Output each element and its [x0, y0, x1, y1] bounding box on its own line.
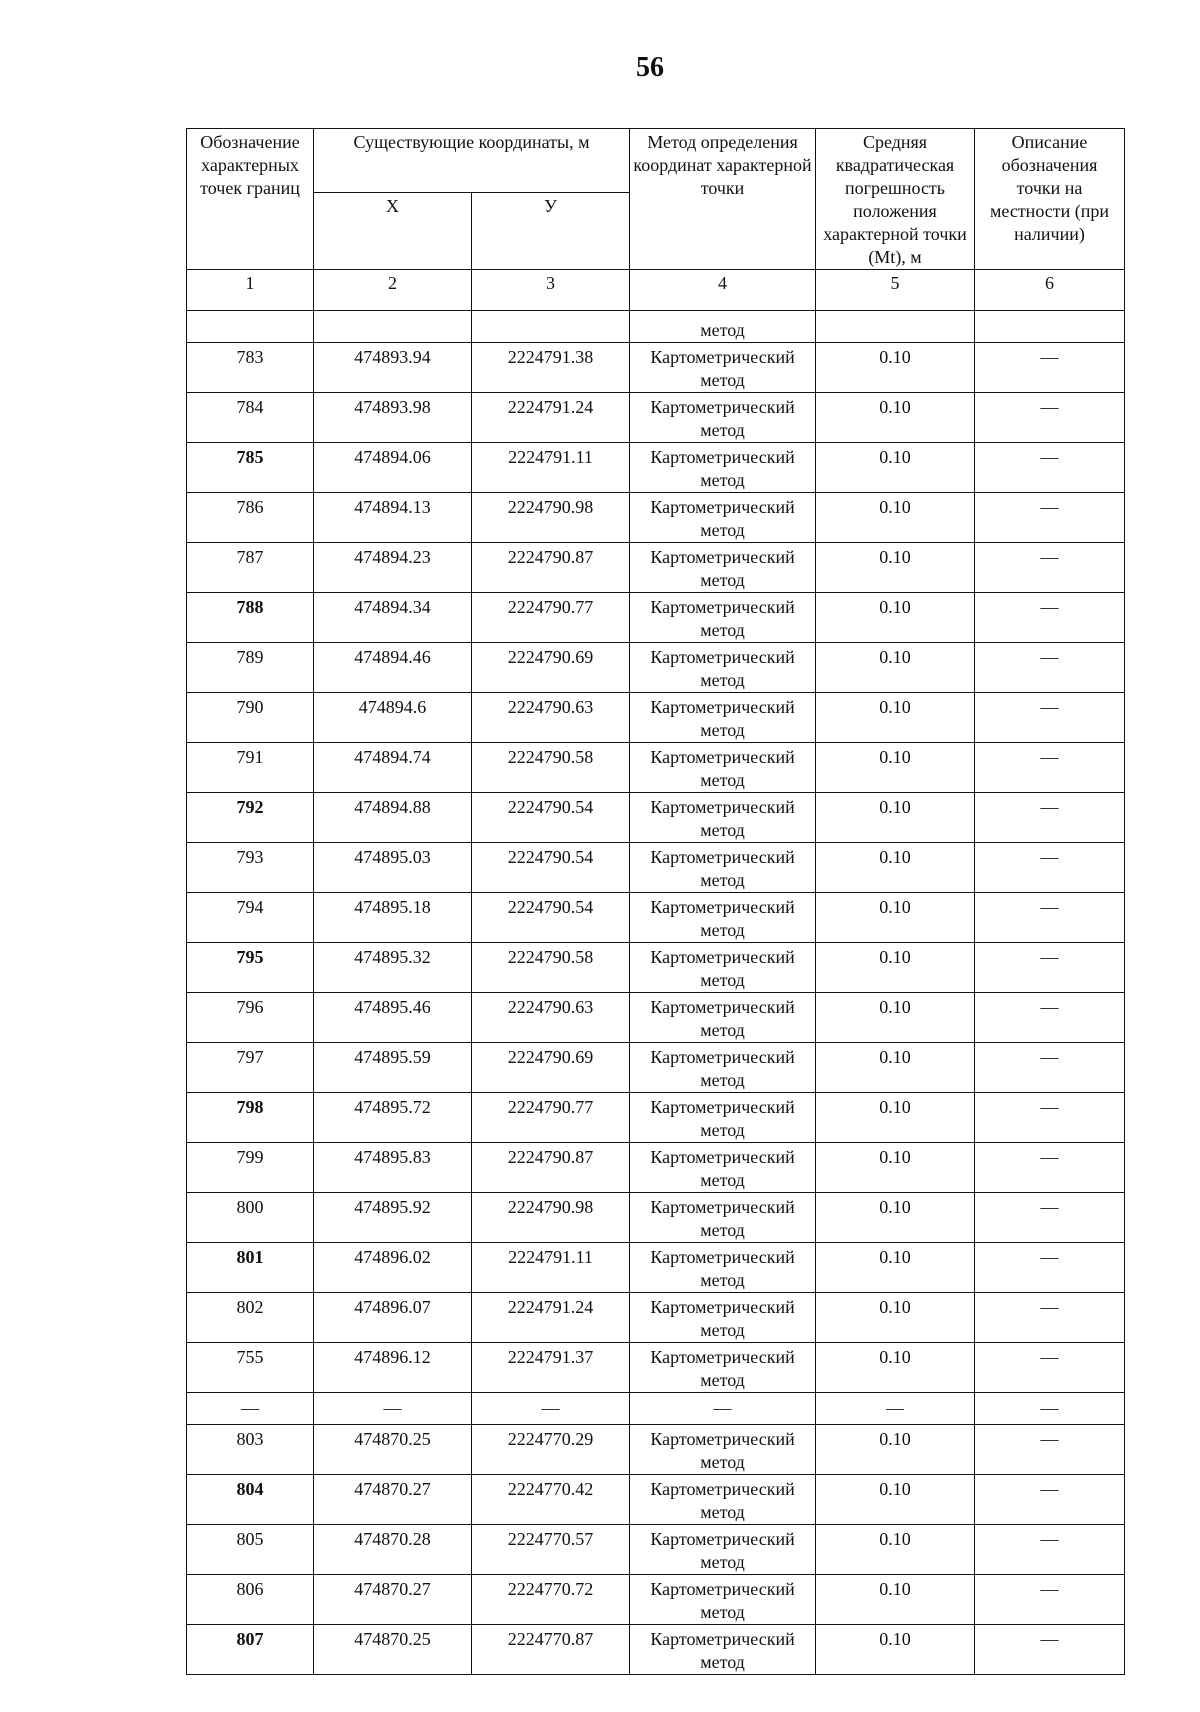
mean-error-cell: 0.10	[816, 393, 975, 443]
y-coordinate-cell: 2224790.63	[472, 693, 630, 743]
column-number: 1	[187, 270, 314, 311]
page-number	[0, 52, 1200, 84]
point-number-cell: 796	[187, 993, 314, 1043]
mean-error-cell: 0.10	[816, 1525, 975, 1575]
mean-error-cell: 0.10	[816, 943, 975, 993]
description-cell: —	[975, 843, 1125, 893]
method-cell: Картометрический метод	[630, 1143, 816, 1193]
method-cell: Картометрический метод	[630, 443, 816, 493]
point-number-cell: 799	[187, 1143, 314, 1193]
description-cell: —	[975, 1343, 1125, 1393]
table-row	[187, 1343, 1125, 1393]
table-row	[187, 843, 1125, 893]
description-cell: —	[975, 793, 1125, 843]
description-cell: —	[975, 593, 1125, 643]
mean-error-cell: 0.10	[816, 593, 975, 643]
separator-row	[187, 1393, 1125, 1425]
method-cell: Картометрический метод	[630, 1625, 816, 1675]
x-coordinate-cell: 474894.34	[314, 593, 472, 643]
x-coordinate-cell: 474896.02	[314, 1243, 472, 1293]
method-cell: Картометрический метод	[630, 893, 816, 943]
table-row	[187, 443, 1125, 493]
table-row	[187, 593, 1125, 643]
column-number: 3	[472, 270, 630, 311]
continuation-method-cell: метод	[630, 311, 816, 343]
column-number: 5	[816, 270, 975, 311]
point-number-cell: 788	[187, 593, 314, 643]
table-row	[187, 493, 1125, 543]
description-cell: —	[975, 993, 1125, 1043]
x-coordinate-cell: 474895.46	[314, 993, 472, 1043]
header-description: Описание обозначения точки на местности (при наличии)	[975, 129, 1125, 270]
description-cell: —	[975, 1393, 1125, 1425]
x-coordinate-cell: 474894.06	[314, 443, 472, 493]
description-cell: —	[975, 543, 1125, 593]
point-number-cell: 784	[187, 393, 314, 443]
mean-error-cell: 0.10	[816, 993, 975, 1043]
method-cell: Картометрический метод	[630, 1425, 816, 1475]
point-number-cell: 806	[187, 1575, 314, 1625]
x-coordinate-cell: 474895.03	[314, 843, 472, 893]
method-cell: Картометрический метод	[630, 1193, 816, 1243]
table-row	[187, 1043, 1125, 1093]
coordinates-table	[186, 128, 1125, 1675]
table-row	[187, 1293, 1125, 1343]
y-coordinate-cell: 2224790.87	[472, 1143, 630, 1193]
cell-empty	[975, 311, 1125, 343]
table-row	[187, 1575, 1125, 1625]
method-cell: Картометрический метод	[630, 1243, 816, 1293]
y-coordinate-cell: 2224790.63	[472, 993, 630, 1043]
column-numbers-row	[187, 270, 1125, 311]
table-row	[187, 993, 1125, 1043]
description-cell: —	[975, 893, 1125, 943]
mean-error-cell: 0.10	[816, 1575, 975, 1625]
point-number-cell: 785	[187, 443, 314, 493]
cell-empty	[472, 311, 630, 343]
mean-error-cell: 0.10	[816, 1193, 975, 1243]
point-number-cell: 790	[187, 693, 314, 743]
x-coordinate-cell: 474894.46	[314, 643, 472, 693]
method-cell: Картометрический метод	[630, 1043, 816, 1093]
table-row	[187, 893, 1125, 943]
x-coordinate-cell: 474894.88	[314, 793, 472, 843]
y-coordinate-cell: 2224790.87	[472, 543, 630, 593]
method-cell: Картометрический метод	[630, 1475, 816, 1525]
description-cell: —	[975, 343, 1125, 393]
x-coordinate-cell: 474895.83	[314, 1143, 472, 1193]
point-number-cell: 797	[187, 1043, 314, 1093]
x-coordinate-cell: 474894.6	[314, 693, 472, 743]
mean-error-cell: 0.10	[816, 1043, 975, 1093]
method-cell: Картометрический метод	[630, 1525, 816, 1575]
y-coordinate-cell: 2224770.87	[472, 1625, 630, 1675]
point-number-cell: 801	[187, 1243, 314, 1293]
x-coordinate-cell: —	[314, 1393, 472, 1425]
y-coordinate-cell: 2224790.98	[472, 1193, 630, 1243]
method-cell: Картометрический метод	[630, 393, 816, 443]
x-coordinate-cell: 474895.72	[314, 1093, 472, 1143]
y-coordinate-cell: 2224791.37	[472, 1343, 630, 1393]
mean-error-cell: 0.10	[816, 1243, 975, 1293]
mean-error-cell: 0.10	[816, 1475, 975, 1525]
point-number-cell: 791	[187, 743, 314, 793]
x-coordinate-cell: 474894.23	[314, 543, 472, 593]
point-number-cell: 798	[187, 1093, 314, 1143]
column-number: 2	[314, 270, 472, 311]
description-cell: —	[975, 393, 1125, 443]
table-row	[187, 1525, 1125, 1575]
point-number-cell: 786	[187, 493, 314, 543]
method-cell: Картометрический метод	[630, 1575, 816, 1625]
method-cell: Картометрический метод	[630, 643, 816, 693]
point-number-cell: 804	[187, 1475, 314, 1525]
table-row	[187, 793, 1125, 843]
description-cell: —	[975, 1475, 1125, 1525]
method-cell: Картометрический метод	[630, 1293, 816, 1343]
x-coordinate-cell: 474893.98	[314, 393, 472, 443]
mean-error-cell: 0.10	[816, 893, 975, 943]
mean-error-cell: 0.10	[816, 793, 975, 843]
mean-error-cell: 0.10	[816, 1343, 975, 1393]
y-coordinate-cell: —	[472, 1393, 630, 1425]
method-cell: Картометрический метод	[630, 493, 816, 543]
method-cell: Картометрический метод	[630, 693, 816, 743]
y-coordinate-cell: 2224790.77	[472, 1093, 630, 1143]
table-row	[187, 1625, 1125, 1675]
x-coordinate-cell: 474895.18	[314, 893, 472, 943]
y-coordinate-cell: 2224790.54	[472, 843, 630, 893]
method-cell: Картометрический метод	[630, 593, 816, 643]
continuation-row	[187, 311, 1125, 343]
description-cell: —	[975, 493, 1125, 543]
y-coordinate-cell: 2224791.11	[472, 443, 630, 493]
method-cell: Картометрический метод	[630, 1343, 816, 1393]
description-cell: —	[975, 1043, 1125, 1093]
mean-error-cell: —	[816, 1393, 975, 1425]
point-number-cell: —	[187, 1393, 314, 1425]
y-coordinate-cell: 2224791.24	[472, 393, 630, 443]
description-cell: —	[975, 943, 1125, 993]
column-number: 4	[630, 270, 816, 311]
cell-empty	[187, 311, 314, 343]
mean-error-cell: 0.10	[816, 843, 975, 893]
description-cell: —	[975, 643, 1125, 693]
x-coordinate-cell: 474894.13	[314, 493, 472, 543]
description-cell: —	[975, 1293, 1125, 1343]
table-row	[187, 543, 1125, 593]
page-number-text: 56	[636, 52, 664, 83]
y-coordinate-cell: 2224790.69	[472, 1043, 630, 1093]
method-cell: Картометрический метод	[630, 993, 816, 1043]
table-header	[187, 129, 1125, 311]
table-row	[187, 1475, 1125, 1525]
y-coordinate-cell: 2224790.69	[472, 643, 630, 693]
table-row	[187, 643, 1125, 693]
table-row	[187, 1193, 1125, 1243]
x-coordinate-cell: 474894.74	[314, 743, 472, 793]
header-mean-error: Средняя квадратическая погрешность положения характерной точки (Mt), м	[816, 129, 975, 270]
point-number-cell: 805	[187, 1525, 314, 1575]
table-row	[187, 1243, 1125, 1293]
mean-error-cell: 0.10	[816, 343, 975, 393]
x-coordinate-cell: 474870.25	[314, 1625, 472, 1675]
method-cell: Картометрический метод	[630, 743, 816, 793]
point-number-cell: 789	[187, 643, 314, 693]
point-number-cell: 755	[187, 1343, 314, 1393]
description-cell: —	[975, 1243, 1125, 1293]
x-coordinate-cell: 474870.27	[314, 1575, 472, 1625]
y-coordinate-cell: 2224791.38	[472, 343, 630, 393]
mean-error-cell: 0.10	[816, 1093, 975, 1143]
y-coordinate-cell: 2224791.11	[472, 1243, 630, 1293]
y-coordinate-cell: 2224790.58	[472, 743, 630, 793]
table-row	[187, 393, 1125, 443]
mean-error-cell: 0.10	[816, 443, 975, 493]
x-coordinate-cell: 474870.27	[314, 1475, 472, 1525]
point-number-cell: 802	[187, 1293, 314, 1343]
header-existing-coordinates: Существующие координаты, м	[314, 129, 630, 193]
x-coordinate-cell: 474870.25	[314, 1425, 472, 1475]
y-coordinate-cell: 2224790.54	[472, 793, 630, 843]
method-cell: Картометрический метод	[630, 793, 816, 843]
point-number-cell: 783	[187, 343, 314, 393]
table-row	[187, 943, 1125, 993]
description-cell: —	[975, 693, 1125, 743]
method-cell: Картометрический метод	[630, 343, 816, 393]
description-cell: —	[975, 1625, 1125, 1675]
mean-error-cell: 0.10	[816, 1143, 975, 1193]
method-cell: Картометрический метод	[630, 543, 816, 593]
point-number-cell: 800	[187, 1193, 314, 1243]
mean-error-cell: 0.10	[816, 1425, 975, 1475]
header-x: X	[314, 193, 472, 270]
header-point-designation: Обозначение характерных точек границ	[187, 129, 314, 270]
column-number: 6	[975, 270, 1125, 311]
x-coordinate-cell: 474895.59	[314, 1043, 472, 1093]
y-coordinate-cell: 2224790.54	[472, 893, 630, 943]
table-row	[187, 1093, 1125, 1143]
method-cell: Картометрический метод	[630, 843, 816, 893]
y-coordinate-cell: 2224770.72	[472, 1575, 630, 1625]
mean-error-cell: 0.10	[816, 1293, 975, 1343]
y-coordinate-cell: 2224790.77	[472, 593, 630, 643]
table-row	[187, 343, 1125, 393]
y-coordinate-cell: 2224790.98	[472, 493, 630, 543]
cell-empty	[314, 311, 472, 343]
description-cell: —	[975, 1575, 1125, 1625]
table-body	[187, 311, 1125, 1675]
point-number-cell: 792	[187, 793, 314, 843]
header-y: У	[472, 193, 630, 270]
x-coordinate-cell: 474893.94	[314, 343, 472, 393]
x-coordinate-cell: 474896.07	[314, 1293, 472, 1343]
y-coordinate-cell: 2224791.24	[472, 1293, 630, 1343]
mean-error-cell: 0.10	[816, 743, 975, 793]
point-number-cell: 803	[187, 1425, 314, 1475]
mean-error-cell: 0.10	[816, 1625, 975, 1675]
method-cell: —	[630, 1393, 816, 1425]
description-cell: —	[975, 1425, 1125, 1475]
description-cell: —	[975, 1525, 1125, 1575]
y-coordinate-cell: 2224790.58	[472, 943, 630, 993]
cell-empty	[816, 311, 975, 343]
table-row	[187, 1425, 1125, 1475]
y-coordinate-cell: 2224770.29	[472, 1425, 630, 1475]
x-coordinate-cell: 474896.12	[314, 1343, 472, 1393]
description-cell: —	[975, 1193, 1125, 1243]
description-cell: —	[975, 743, 1125, 793]
table-row	[187, 693, 1125, 743]
table-row	[187, 743, 1125, 793]
method-cell: Картометрический метод	[630, 943, 816, 993]
header-method: Метод определения координат характерной точки	[630, 129, 816, 270]
table-row	[187, 1143, 1125, 1193]
y-coordinate-cell: 2224770.42	[472, 1475, 630, 1525]
mean-error-cell: 0.10	[816, 693, 975, 743]
point-number-cell: 787	[187, 543, 314, 593]
x-coordinate-cell: 474895.32	[314, 943, 472, 993]
description-cell: —	[975, 1093, 1125, 1143]
y-coordinate-cell: 2224770.57	[472, 1525, 630, 1575]
point-number-cell: 807	[187, 1625, 314, 1675]
method-cell: Картометрический метод	[630, 1093, 816, 1143]
mean-error-cell: 0.10	[816, 543, 975, 593]
description-cell: —	[975, 443, 1125, 493]
x-coordinate-cell: 474895.92	[314, 1193, 472, 1243]
point-number-cell: 793	[187, 843, 314, 893]
description-cell: —	[975, 1143, 1125, 1193]
point-number-cell: 794	[187, 893, 314, 943]
mean-error-cell: 0.10	[816, 643, 975, 693]
point-number-cell: 795	[187, 943, 314, 993]
x-coordinate-cell: 474870.28	[314, 1525, 472, 1575]
mean-error-cell: 0.10	[816, 493, 975, 543]
